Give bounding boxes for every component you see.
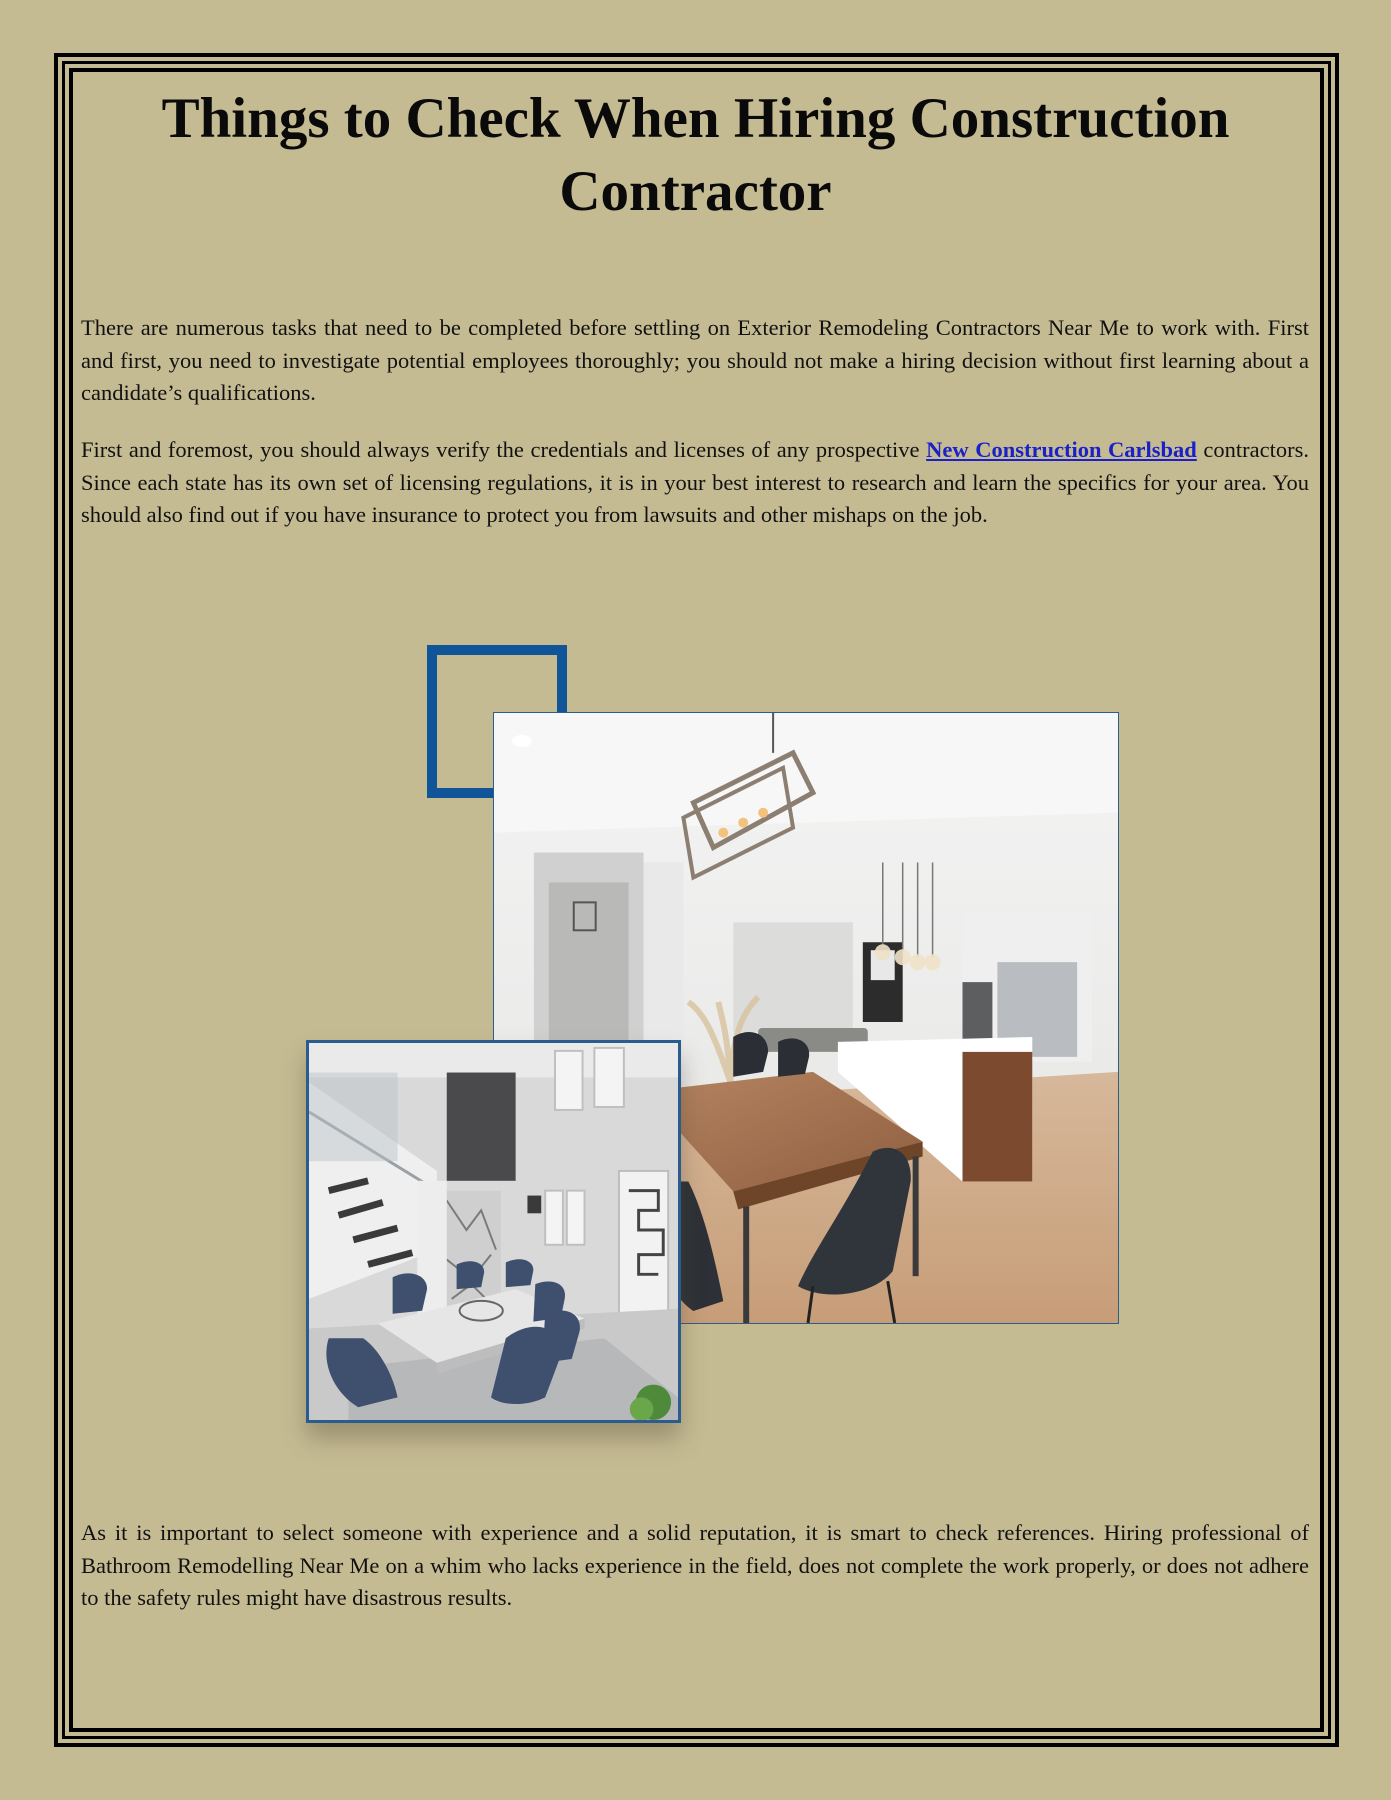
dining-room-photo [306, 1040, 681, 1423]
new-construction-carlsbad-link[interactable]: New Construction Carlsbad [926, 437, 1197, 462]
dining-room-illustration [309, 1043, 678, 1420]
credentials-text-after: contractors. Since each state has its own set of licensing regulations, it is in your best interest to research and learn the specifics for your area. You should also find out if you have insurance to protect you from lawsuits and other mishaps on the job. [81, 437, 1309, 528]
credentials-paragraph [81, 434, 1309, 532]
credentials-text-before: First and foremost, you should always verify the credentials and licenses of any prospective [81, 437, 927, 462]
page-title: Things to Check When Hiring Construction Contractor [161, 87, 1230, 223]
references-paragraph: As it is important to select someone with experience and a solid reputation, it is smart to check references. Hiring professional of Bathroom Remodelling Near Me on a whim who lacks experience in the field, does not complete the work properly, or does not adhere to the safety rules might have disastrous results. [81, 1520, 1309, 1611]
intro-paragraph: There are numerous tasks that need to be completed before settling on Exterior Remodeling Contractors Near Me to work with. First and first, you need to investigate potential employees thoroughly; you should not make a hiring decision without first learning about a candidate’s qualifications. [81, 315, 1309, 406]
